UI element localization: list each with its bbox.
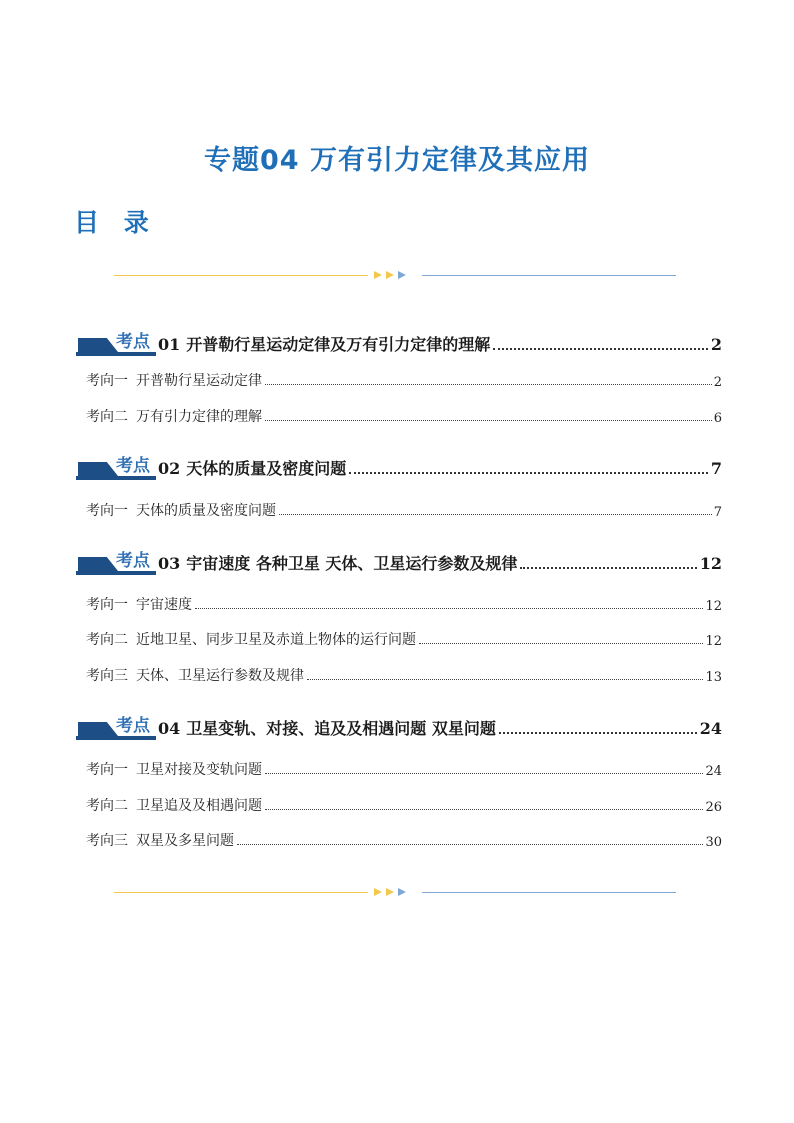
kaodian-badge: 考点 [76, 330, 158, 356]
toc-item[interactable]: 考向一 开普勒行星运动定律 2 [86, 373, 722, 390]
toc-heading: 目 录 [74, 208, 157, 237]
dot-leader [520, 567, 696, 569]
dot-leader [237, 844, 703, 845]
toc-item[interactable]: 考向三 双星及多星问题 30 [86, 833, 722, 850]
dot-leader [265, 773, 703, 774]
dot-leader [499, 732, 697, 734]
kaodian-badge: 考点 [76, 549, 158, 575]
toc-item[interactable]: 考向一 宇宙速度 12 [86, 597, 722, 614]
dot-leader [195, 608, 703, 609]
kaodian-badge: 考点 [76, 454, 158, 480]
dot-leader [265, 384, 712, 385]
dot-leader [265, 809, 703, 810]
toc-section-02[interactable] [76, 452, 722, 480]
divider-bottom [114, 887, 676, 897]
toc-item[interactable]: 考向二 近地卫星、同步卫星及赤道上物体的运行问题 12 [86, 632, 722, 649]
dot-leader [419, 643, 703, 644]
toc-item[interactable]: 考向二 万有引力定律的理解 6 [86, 409, 722, 426]
dot-leader [307, 679, 703, 680]
dot-leader [493, 348, 708, 350]
divider-top [114, 270, 676, 280]
section-title: 01 开普勒行星运动定律及万有引力定律的理解 [158, 335, 491, 354]
arrows-icon [372, 887, 418, 897]
section-page: 12 [699, 554, 722, 573]
arrows-icon [372, 270, 418, 280]
toc-item[interactable]: 考向一 天体的质量及密度问题 7 [86, 503, 722, 520]
section-page: 24 [699, 719, 722, 738]
toc-section-04[interactable] [76, 712, 722, 740]
page-title: 专题04 万有引力定律及其应用 [204, 145, 590, 176]
kaodian-badge: 考点 [76, 714, 158, 740]
toc-item[interactable]: 考向三 天体、卫星运行参数及规律 13 [86, 668, 722, 685]
dot-leader [349, 472, 708, 474]
section-page: 2 [710, 335, 722, 354]
section-title: 04 卫星变轨、对接、追及及相遇问题 双星问题 [158, 719, 496, 738]
toc-section-03[interactable] [76, 547, 722, 575]
toc-item[interactable]: 考向一 卫星对接及变轨问题 24 [86, 762, 722, 779]
section-page: 7 [710, 459, 722, 478]
section-title: 02 天体的质量及密度问题 [158, 459, 347, 478]
dot-leader [265, 420, 712, 421]
dot-leader [279, 514, 712, 515]
toc-item[interactable]: 考向二 卫星追及及相遇问题 26 [86, 798, 722, 815]
section-title: 03 宇宙速度 各种卫星 天体、卫星运行参数及规律 [158, 554, 518, 573]
toc-section-01[interactable] [76, 328, 722, 356]
